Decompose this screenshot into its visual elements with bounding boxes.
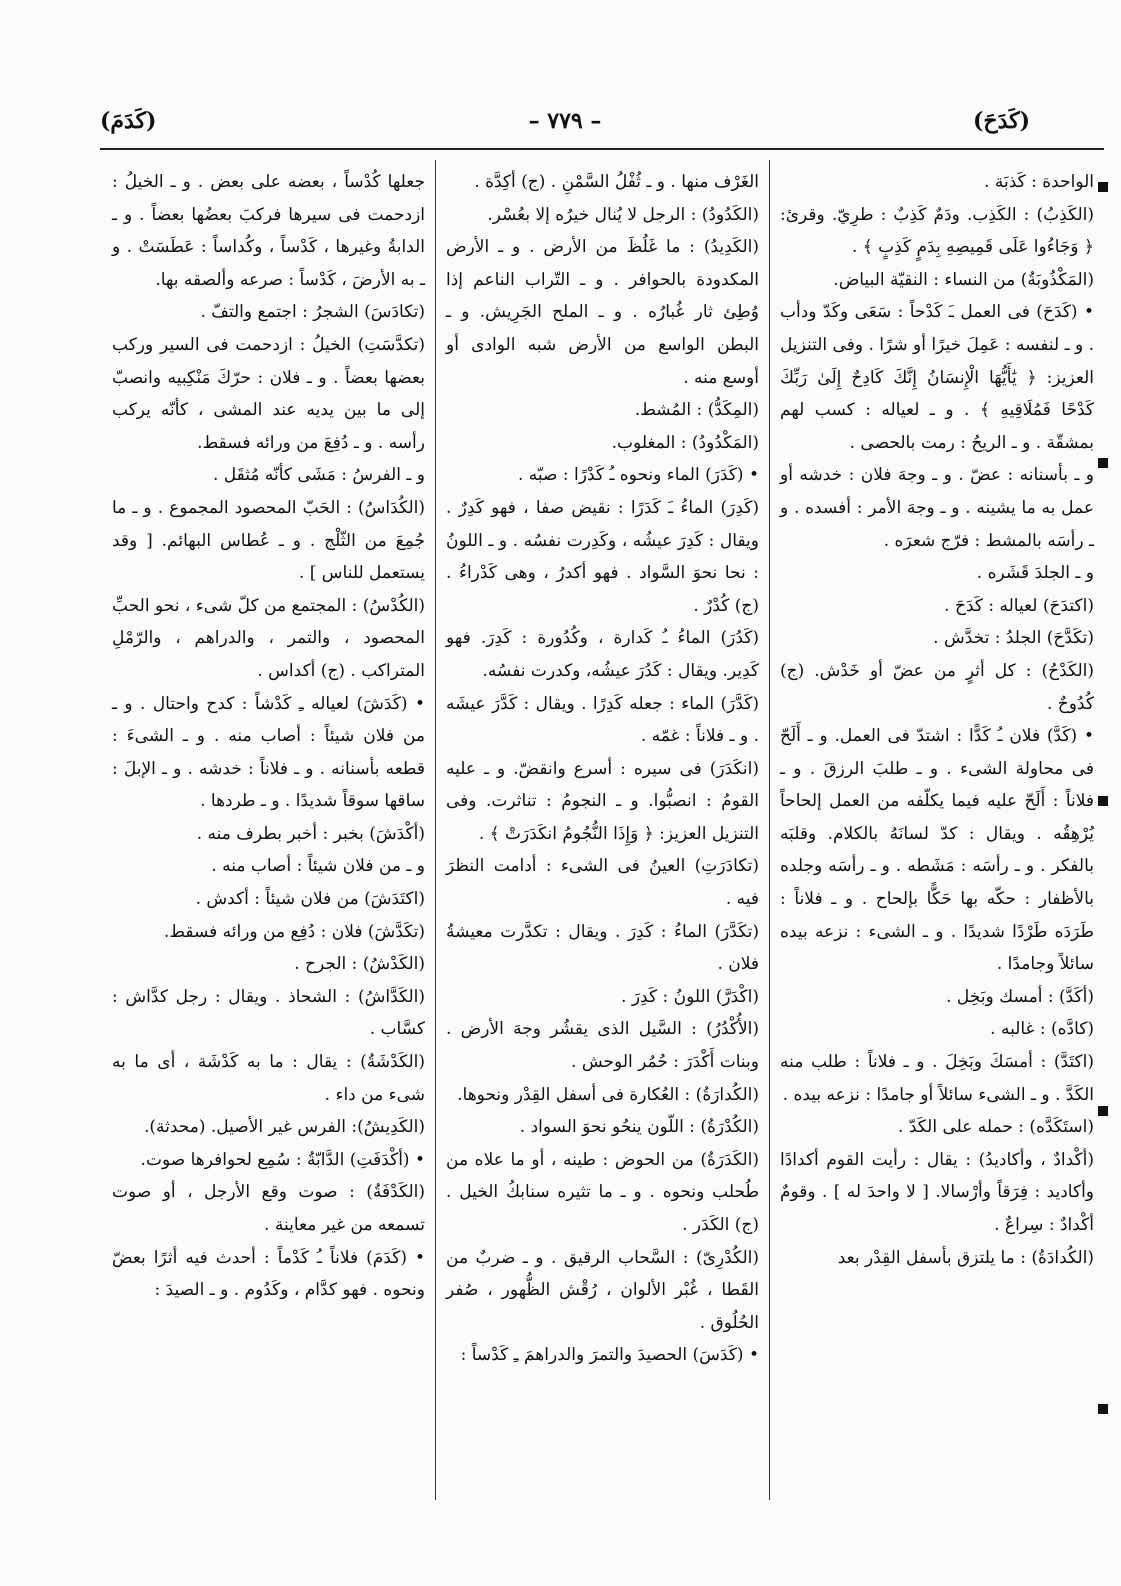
- entry-paragraph: • (كَدَشَ) لعياله ـِ كَدْشاً : كدح واحتال . و ـ من فلان شيئاً : أصاب منه . و ـ الشىءَ : قطعه بأسنانه . و ـ فلاناً : خدشه . و ـ الإبلَ : ساقها سوقاً شديدًا . و ـ طردها .: [112, 693, 425, 812]
- entry-paragraph: (الكَدِيشُ): الفرس غير الأصيل. (محدثة).: [143, 1117, 425, 1138]
- entry-paragraph: (الكُدارَةُ) : العُكارة فى أسفل القِدْر ونحوها.: [457, 1084, 759, 1105]
- entry-paragraph: (الكُدادَةُ) : ما يلتزق بأسفل القِدْر بعد: [837, 1247, 1094, 1268]
- column-right: [770, 160, 1104, 1500]
- entry-paragraph: و ـ بأسنانه : عضّ . و ـ وجهَ فلان : خدشه أو عمل به ما يشينه . و ـ وجهَ الأمر : أفسده . و ـ رأسَه بالمشط : فرّج شعرَه .: [780, 465, 1094, 551]
- page-number: – ٧٧٩ –: [528, 108, 602, 134]
- entry-paragraph: (اكتدَحَ) لعياله : كَدَحَ .: [944, 595, 1094, 616]
- entry-paragraph: • (كَدَحَ) فى العمل ـَ كَدْحاً : سَعَى وكَدّ ودأب . و ـ لنفسه : عَمِلَ خيرًا أو شرًا . وفى التنزيل العزيز: ﴿ يَٰأَيُّهَا الْإِنسَانُ إِنَّكَ كَادِحٌ إِلَىٰ رَبِّكَ كَدْحًا فَمُلَاقِيهِ ﴾ . و ـ لعياله : كسب لهم بمشقّة . و ـ الريحُ : رمت بالحصى .: [780, 302, 1094, 453]
- entry-paragraph: (تكَدَّحَ) الجلدُ : تخدَّش .: [933, 628, 1094, 649]
- entry-paragraph: (الكَدَّاشُ) : الشحاذ . ويقال : رجل كدَّاش : كسَّاب .: [112, 986, 425, 1040]
- page-header: [100, 108, 1030, 148]
- header-rule: [100, 148, 1104, 150]
- entry-paragraph: (كَدَّرَ) الماء : جعله كَدِرًا . ويقال : كَدَّرَ عيشَه . و ـ فلاناً : غمّه .: [446, 693, 759, 747]
- entry-paragraph: (أكَدَّ) : أمسك وبَخِل .: [946, 986, 1094, 1007]
- entry-paragraph: • (كَدَرَ) الماء ونحوه ـُ كَدْرًا : صبّه .: [518, 465, 759, 486]
- header-guide-word-left: (كَدَمَ): [100, 108, 157, 134]
- entry-paragraph: (الكُدْرَةُ) : اللّون ينحُو نحوَ السواد .: [519, 1117, 759, 1138]
- entry-paragraph: (انكَدَرَ) فى سيره : أسرع وانقضّ. و ـ عليه القومُ : انصبُّوا. و ـ النجومُ : تناثرت. وفى التنزيل العزيز: ﴿ وَإِذَا النُّجُومُ انكَدَرَتْ ﴾ .: [446, 758, 759, 844]
- entry-paragraph: (الكُدْسُ) : المجتمع من كلّ شىء ، نحو الحبِّ المحصود ، والتمر ، والدراهم ، والرّمْلِ المتراكب . (ج) أكداس .: [112, 595, 425, 681]
- entry-paragraph: • (كَدَمَ) فلاناً ـُ كَدْماً : أحدث فيه أثرًا بعضّ ونحوه . فهو كدَّام ، وكَدُوم . و ـ الصيدَ :: [112, 1247, 425, 1301]
- entry-paragraph: (كادَّه) : غالبه .: [990, 1019, 1094, 1040]
- entry-paragraph: و ـ الفرسُ : مَشَى كأنّه مُثقَل .: [212, 465, 425, 486]
- entry-paragraph: جعلها كُدْساً ، بعضه على بعض . و ـ الخيلُ : ازدحمت فى سيرها فركبَ بعضُها بعضاً . و ـ الدابةُ وغيرها ، كَدْساً ، وكُداساً : عَطَسَتْ . و ـ به الأرضَ ، كَدْساً : صرعه وألصقه بها.: [112, 172, 425, 290]
- entry-paragraph: (أكْدَشَ) بخبر : أخبر بطرف منه .: [196, 823, 425, 844]
- entry-paragraph: (المَكْدُودُ) : المغلوب.: [611, 432, 759, 453]
- entry-paragraph: (اكتَدَّ) : أمسَكَ وبَخِلَ . و ـ فلاناً : طلب منه الكَدَّ . و ـ الشىء سائلاً أو جامدًا : نزعه بيده .: [780, 1052, 1094, 1105]
- entry-paragraph: و ـ من فلان شيئاً : أصاب منه .: [211, 856, 425, 877]
- column-left: [102, 160, 436, 1500]
- entry-paragraph: • (أكْدَفَتِ) الدَّابّةُ : سُمِع لحوافرها صوت.: [140, 1149, 425, 1170]
- entry-paragraph: (الكَدْشُ) : الجرح .: [294, 954, 425, 975]
- entry-paragraph: (الكُدْرِىّ) : السَّحاب الرقيق . و ـ ضربٌ من القَطا ، غُبْر الألوان ، رُقْش الظُّهور ، صُفر الحُلُوق .: [446, 1247, 759, 1333]
- entry-paragraph: (اكْدَرَّ) اللونُ : كَدِرَ .: [621, 986, 759, 1007]
- entry-paragraph: (تكَدَّشَ) فلان : دُفِع من ورائه فسقط.: [163, 921, 425, 942]
- column-middle: [436, 160, 770, 1500]
- entry-paragraph: (تكادَرَتِ) العينُ فى الشىء : أدامت النظرَ فيه .: [446, 856, 759, 910]
- entry-paragraph: (تكدَّسَتِ) الخيلُ : ازدحمت فى السير وركب بعضها بعضاً . و ـ فلان : حرّكَ مَنْكِبيه وانصبّ إلى ما بين يديه عند المشى ، كأنّه يركب رأسه . و ـ دُفِعَ من ورائه فسقط.: [112, 334, 425, 453]
- entry-paragraph: (استَكَدَّه) : حمله على الكَدّ .: [898, 1117, 1094, 1138]
- entry-paragraph: (الكَدْحُ) : كل أثرٍ من عضّ أو خَدْش. (ج) كُدُوحٌ .: [780, 660, 1094, 714]
- entry-paragraph: • (كَدَّ) فلان ـُ كَدًّا : اشتدّ فى العمل. و ـ أَلَحّ فى محاولة الشىء . و ـ طلبَ الرزقَ . و ـ فلاناً : أَلَحّ عليه فيما يكلّفه من العمل إلحاحاً يُرْهِقُه . ويقال : كدّ لسانَهُ بالكلام. وقلبَه بالفكر . و ـ رأسَه : مَشَطه . و ـ رأسَه وجلده بالأظفار : حكّه بها حَكًّا بإلحاح . و ـ فلاناً : طَرَدَه طَرْدًا شديدًا . و ـ الشىء : نزعه بيده سائلاً وجامدًا .: [780, 726, 1094, 975]
- entry-paragraph: و ـ الجلدَ قَشَره .: [976, 563, 1094, 584]
- entry-paragraph: (الكَدِيدُ) : ما غَلُظَ من الأرض . و ـ الأرض المكدودة بالحوافر . و ـ التّراب الناعم إذا وُطِئ ثار غُبارُه . و ـ الملح الجَرِيش. و ـ البطن الواسع من الأرض شبه الوادى أو أوسع منه .: [446, 237, 759, 388]
- entry-paragraph: (المَكْذُوبَةُ) من النساء : النقيّة البياض.: [833, 269, 1094, 290]
- entry-paragraph: (الأُكْدُرُ) : السَّيل الذى يقشُر وجهَ الأرض . وبنات أَكْدَرَ : حُمُر الوحش .: [446, 1019, 759, 1073]
- entry-paragraph: (الكَدَرَةُ) من الحوض : طينه ، أو ما علاه من طُحلب ونحوه . و ـ ما تثيره سنابكُ الخيل . (ج) الكَدَر .: [446, 1149, 759, 1235]
- entry-paragraph: (الكَذِبُ) : الكَذِب. ودَمٌ كَذِبٌ : طرِيّ. وقرئ: ﴿ وَجَاءُوا عَلَى قَمِيصِهِ بِدَمٍ كَذِبٍ ﴾ .: [780, 204, 1094, 258]
- entry-paragraph: (المِكَدُّ) : المُشط.: [634, 400, 759, 421]
- entry-paragraph: الغَرْف منها . و ـ ثُفْلُ السَّمْنِ . (ج) أكِدَّة .: [474, 172, 759, 192]
- entry-paragraph: (الكَدُودُ) : الرجل لا يُنال خيرُه إلا بعُسْر.: [487, 204, 759, 225]
- entry-paragraph: (الكَدْشَةُ) : يقال : ما به كَدْشَة ، أى ما به شىء من داء .: [112, 1052, 425, 1105]
- entry-paragraph: (اكتَدَشَ) من فلان شيئاً : أكدش .: [195, 889, 425, 910]
- entry-paragraph: (أكْدادٌ ، وأكاديدُ) : يقال : رأيت القوم أكدادًا وأكاديد : فِرَقاً وأرْسالا. [ لا واحدَ له ] . وقومٌ أكْدادٌ : سِراعٌ .: [780, 1149, 1094, 1235]
- entry-paragraph: (الكَدْفَةُ) : صوت وقع الأرجل ، أو صوت تسمعه من غير معاينة .: [112, 1182, 425, 1235]
- entry-paragraph: (كَدُرَ) الماءُ ـُ كَدارة ، وكُدُورة : كَدِرَ. فهو كَدِير. ويقال : كَدُرَ عيشُه، وكدرت نفسُه.: [446, 628, 759, 681]
- entry-paragraph: (الكُدَاسُ) : الحَبّ المحصود المجموع . و ـ ما جُمِعَ من الثّلْج . و ـ عُطاس البهائم. [ وقد يستعمل للناس ] .: [112, 497, 425, 584]
- entry-paragraph: الواحدة : كَذبَة .: [984, 172, 1094, 192]
- entry-paragraph: (كَدِرَ) الماءُ ـَ كَدَرًا : نقيض صفا ، فهو كَدِرٌ . ويقال : كَدِرَ عيشُه ، وكَدِرت نفسُه . و ـ اللونُ : نحا نحوَ السَّواد . فهو أكدرُ ، وهى كَدْراءُ . (ج) كُدْرٌ .: [446, 497, 759, 616]
- header-guide-word-right: (كَدَحَ): [972, 108, 1030, 134]
- entry-paragraph: • (كَدَسَ) الحصيدَ والتمرَ والدراهمَ ـِ كَدْساً :: [460, 1345, 759, 1366]
- entry-paragraph: (تكَدَّرَ) الماءُ : كَدِرَ . ويقال : تكدَّرت معيشةُ فلان .: [446, 921, 759, 975]
- entry-paragraph: (تكادَسَ) الشجرُ : اجتمع والتفّ .: [200, 302, 425, 323]
- dictionary-columns: [100, 160, 1104, 1500]
